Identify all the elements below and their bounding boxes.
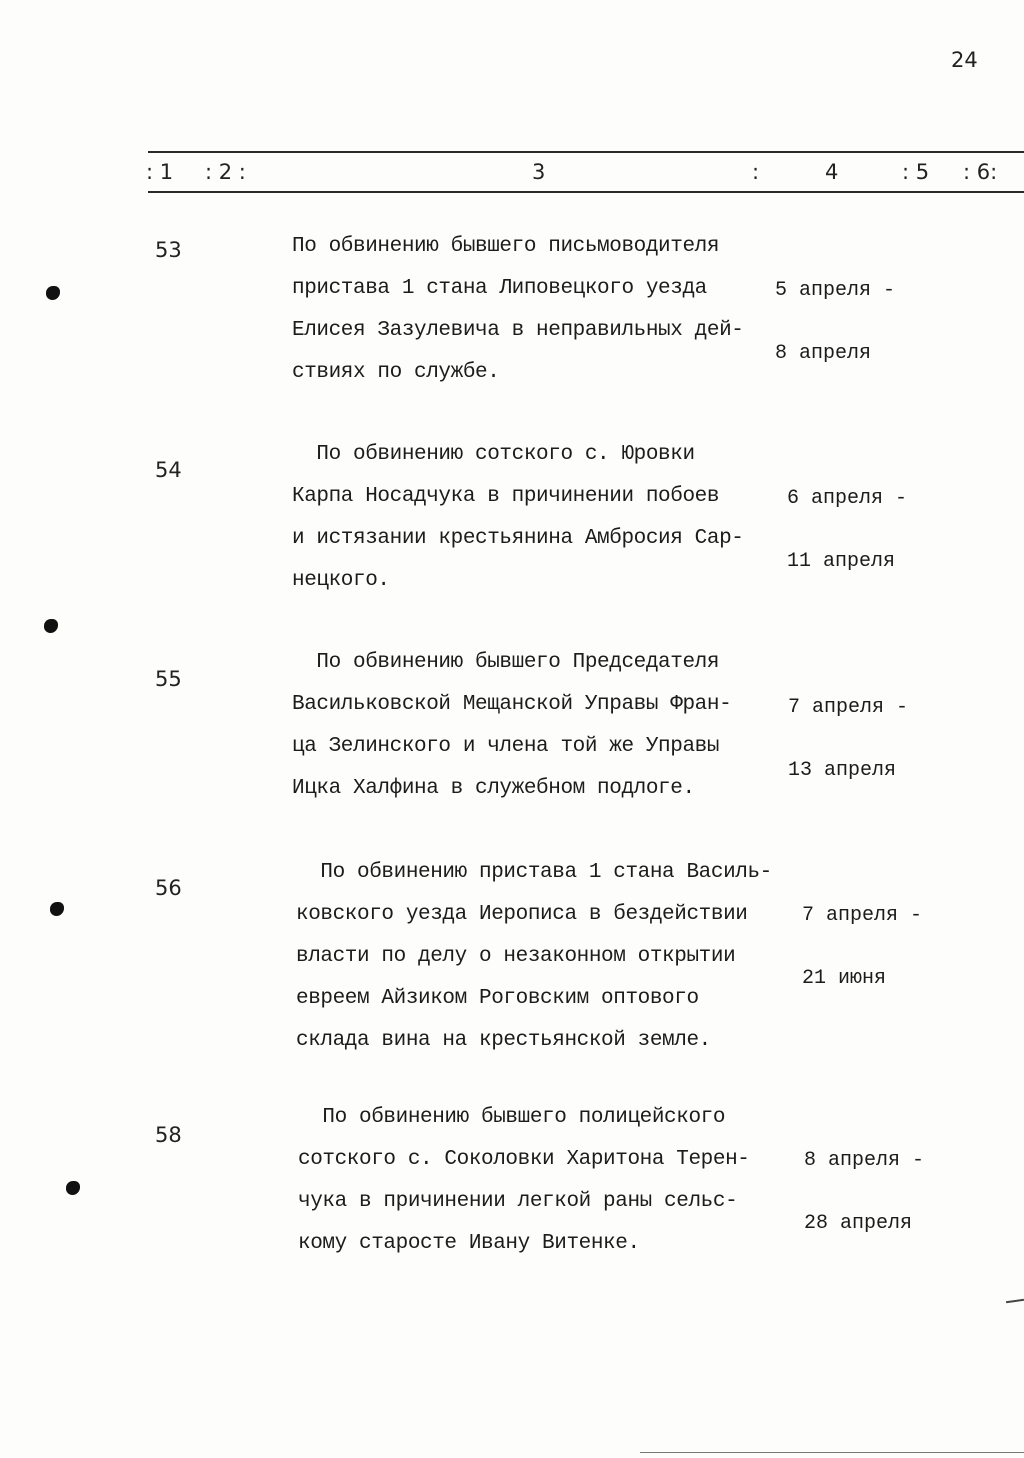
description-line: ствиях по службе. xyxy=(292,361,500,384)
description-line: власти по делу о незаконном открытии xyxy=(296,945,736,968)
entry-date-range xyxy=(802,863,922,1010)
column-header-6: : 6: xyxy=(963,160,998,184)
description-line: пристава 1 стана Липовецкого уезда xyxy=(292,277,707,300)
date-to: 11 апреля xyxy=(787,550,896,573)
entry-date-range xyxy=(804,1108,924,1255)
description-line: сотского с. Соколовки Харитона Терен- xyxy=(298,1148,750,1171)
description-line: Васильковской Мещанской Управы Фран- xyxy=(292,693,732,716)
entry-date-range xyxy=(787,446,907,593)
description-line: кому старосте Ивану Витенке. xyxy=(298,1232,640,1255)
date-to: 21 июня xyxy=(802,967,887,990)
punch-hole-mark xyxy=(44,619,58,633)
description-line: и истязании крестьянина Амбросия Сар- xyxy=(292,527,744,550)
description-line: По обвинению пристава 1 стана Василь- xyxy=(296,861,772,884)
date-to: 28 апреля xyxy=(804,1212,913,1235)
description-line: нецкого. xyxy=(292,569,390,592)
header-rule-top xyxy=(148,151,1024,153)
column-header-separator: : xyxy=(752,160,760,184)
column-header-3: 3 xyxy=(532,160,546,184)
page-number: 24 xyxy=(951,48,978,72)
entry-description xyxy=(292,226,782,394)
description-line: ца Зелинского и члена той же Управы xyxy=(292,735,720,758)
entry-description xyxy=(298,1097,788,1265)
bottom-rule xyxy=(640,1452,1024,1453)
column-header-1: : 1 xyxy=(146,160,174,184)
punch-hole-mark xyxy=(66,1181,80,1195)
description-line: чука в причинении легкой раны сельс- xyxy=(298,1190,738,1213)
date-from: 5 апреля - xyxy=(775,279,896,302)
entry-number: 53 xyxy=(155,238,182,262)
date-to: 8 апреля xyxy=(775,342,872,365)
description-line: По обвинению сотского с. Юровки xyxy=(292,443,695,466)
punch-hole-mark xyxy=(46,286,60,300)
column-header-2: : 2 : xyxy=(205,160,246,184)
date-from: 6 апреля - xyxy=(787,487,908,510)
entry-number: 55 xyxy=(155,667,182,691)
date-to: 13 апреля xyxy=(788,759,897,782)
date-from: 8 апреля - xyxy=(804,1149,925,1172)
description-line: ковского уезда Иерописа в бездействии xyxy=(296,903,748,926)
entry-date-range xyxy=(788,655,908,802)
entry-description xyxy=(292,642,782,810)
entry-number: 54 xyxy=(155,458,182,482)
column-header-4: 4 xyxy=(825,160,839,184)
description-line: По обвинению бывшего полицейского xyxy=(298,1106,726,1129)
description-line: По обвинению бывшего письмоводителя xyxy=(292,235,720,258)
column-header-5: : 5 xyxy=(902,160,930,184)
edge-mark xyxy=(1006,1299,1024,1303)
entry-date-range xyxy=(775,238,895,385)
entry-description xyxy=(292,434,782,602)
description-line: По обвинению бывшего Председателя xyxy=(292,651,720,674)
punch-hole-mark xyxy=(50,902,64,916)
date-from: 7 апреля - xyxy=(788,696,909,719)
entry-number: 58 xyxy=(155,1123,182,1147)
description-line: Карпа Носадчука в причинении побоев xyxy=(292,485,720,508)
description-line: склада вина на крестьянской земле. xyxy=(296,1029,711,1052)
description-line: евреем Айзиком Роговским оптового xyxy=(296,987,699,1010)
description-line: Ицка Халфина в служебном подлоге. xyxy=(292,777,695,800)
entry-number: 56 xyxy=(155,876,182,900)
date-from: 7 апреля - xyxy=(802,904,923,927)
header-rule-bottom xyxy=(148,191,1024,193)
entry-description xyxy=(296,852,786,1062)
description-line: Елисея Зазулевича в неправильных дей- xyxy=(292,319,744,342)
